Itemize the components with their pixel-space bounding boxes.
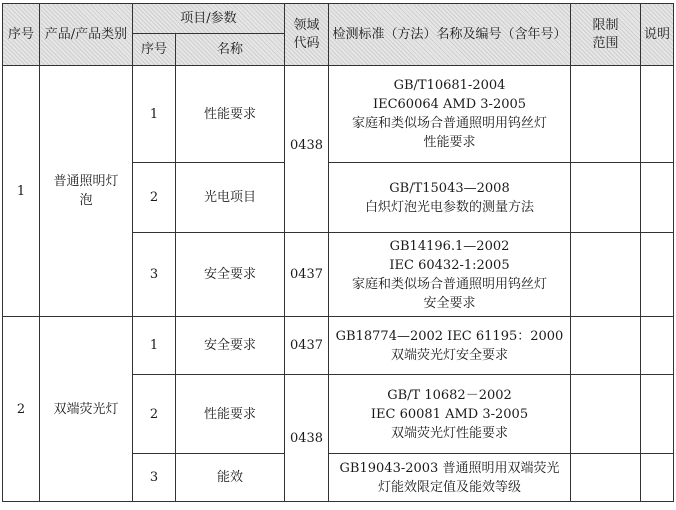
standard-line: GB14196.1—2002 <box>389 238 510 254</box>
standard-line: 双端荧光灯安全要求 <box>390 347 508 363</box>
standard-line: IEC 60432-1:2005 <box>389 257 510 273</box>
item-name: 性能要求 <box>176 66 285 163</box>
note-cell <box>641 233 674 317</box>
standard-line: GB/T10681-2004 <box>393 78 506 93</box>
table-row <box>3 317 674 375</box>
limit-cell <box>571 454 641 502</box>
header-product: 产品/产品类别 <box>40 4 133 66</box>
group-product: 双端荧光灯 <box>40 317 133 502</box>
standard-cell <box>329 233 571 317</box>
standard-line: 家庭和类似场合普通照明用钨丝灯 <box>351 276 547 292</box>
group-seq: 1 <box>3 66 40 317</box>
item-seq: 3 <box>133 454 176 502</box>
standard-cell <box>329 163 571 233</box>
limit-cell <box>571 66 641 163</box>
domain-code: 0437 <box>285 233 329 317</box>
item-seq: 2 <box>133 375 176 454</box>
note-cell <box>641 163 674 233</box>
standard-line: GB/T 10682－2002 <box>387 387 512 403</box>
header-domain-code: 领域代码 <box>285 4 329 66</box>
domain-code: 0438 <box>285 66 329 233</box>
standard-line: 安全要求 <box>423 295 476 311</box>
standard-line: 白炽灯泡光电参数的测量方法 <box>364 199 534 215</box>
standard-line: 双端荧光灯性能要求 <box>390 425 508 441</box>
item-seq: 1 <box>133 317 176 375</box>
note-cell <box>641 454 674 502</box>
item-name: 性能要求 <box>176 375 285 454</box>
header-item-group: 项目/参数 <box>133 4 285 34</box>
header-limit: 限制范围 <box>571 4 641 66</box>
header-standard: 检测标准（方法）名称及编号（含年号） <box>329 4 571 66</box>
standard-line: GB18774—2002 IEC 61195：2000 <box>335 328 564 344</box>
item-seq: 1 <box>133 66 176 163</box>
standard-line: IEC60064 AMD 3-2005 <box>372 97 527 112</box>
standard-line: 家庭和类似场合普通照明用钨丝灯 <box>351 116 547 131</box>
item-name: 安全要求 <box>176 317 285 375</box>
group-product: 普通照明灯泡 <box>40 66 133 317</box>
note-cell <box>641 66 674 163</box>
item-name: 能效 <box>176 454 285 502</box>
limit-cell <box>571 233 641 317</box>
note-cell <box>641 375 674 454</box>
item-name: 安全要求 <box>176 233 285 317</box>
standard-line: GB/T15043—2008 <box>389 180 510 196</box>
standard-cell <box>329 454 571 502</box>
header-row-1 <box>3 4 674 34</box>
header-seq: 序号 <box>3 4 40 66</box>
limit-cell <box>571 163 641 233</box>
standard-line: 性能要求 <box>423 135 476 150</box>
domain-code: 0437 <box>285 317 329 375</box>
note-cell <box>641 317 674 375</box>
domain-code: 0438 <box>285 375 329 502</box>
standard-cell <box>329 375 571 454</box>
limit-cell <box>571 375 641 454</box>
header-item-seq: 序号 <box>133 34 176 66</box>
header-item-name: 名称 <box>176 34 285 66</box>
standard-line: GB19043-2003 普通照明用双端荧光 <box>339 460 560 476</box>
group-seq: 2 <box>3 317 40 502</box>
table-row <box>3 66 674 163</box>
item-seq: 3 <box>133 233 176 317</box>
standards-table <box>2 3 674 502</box>
item-seq: 2 <box>133 163 176 233</box>
standard-cell <box>329 66 571 163</box>
header-note: 说明 <box>641 4 674 66</box>
standard-cell <box>329 317 571 375</box>
standard-line: 灯能效限定值及能效等级 <box>377 479 521 495</box>
item-name: 光电项目 <box>176 163 285 233</box>
standard-line: IEC 60081 AMD 3-2005 <box>370 406 529 422</box>
limit-cell <box>571 317 641 375</box>
